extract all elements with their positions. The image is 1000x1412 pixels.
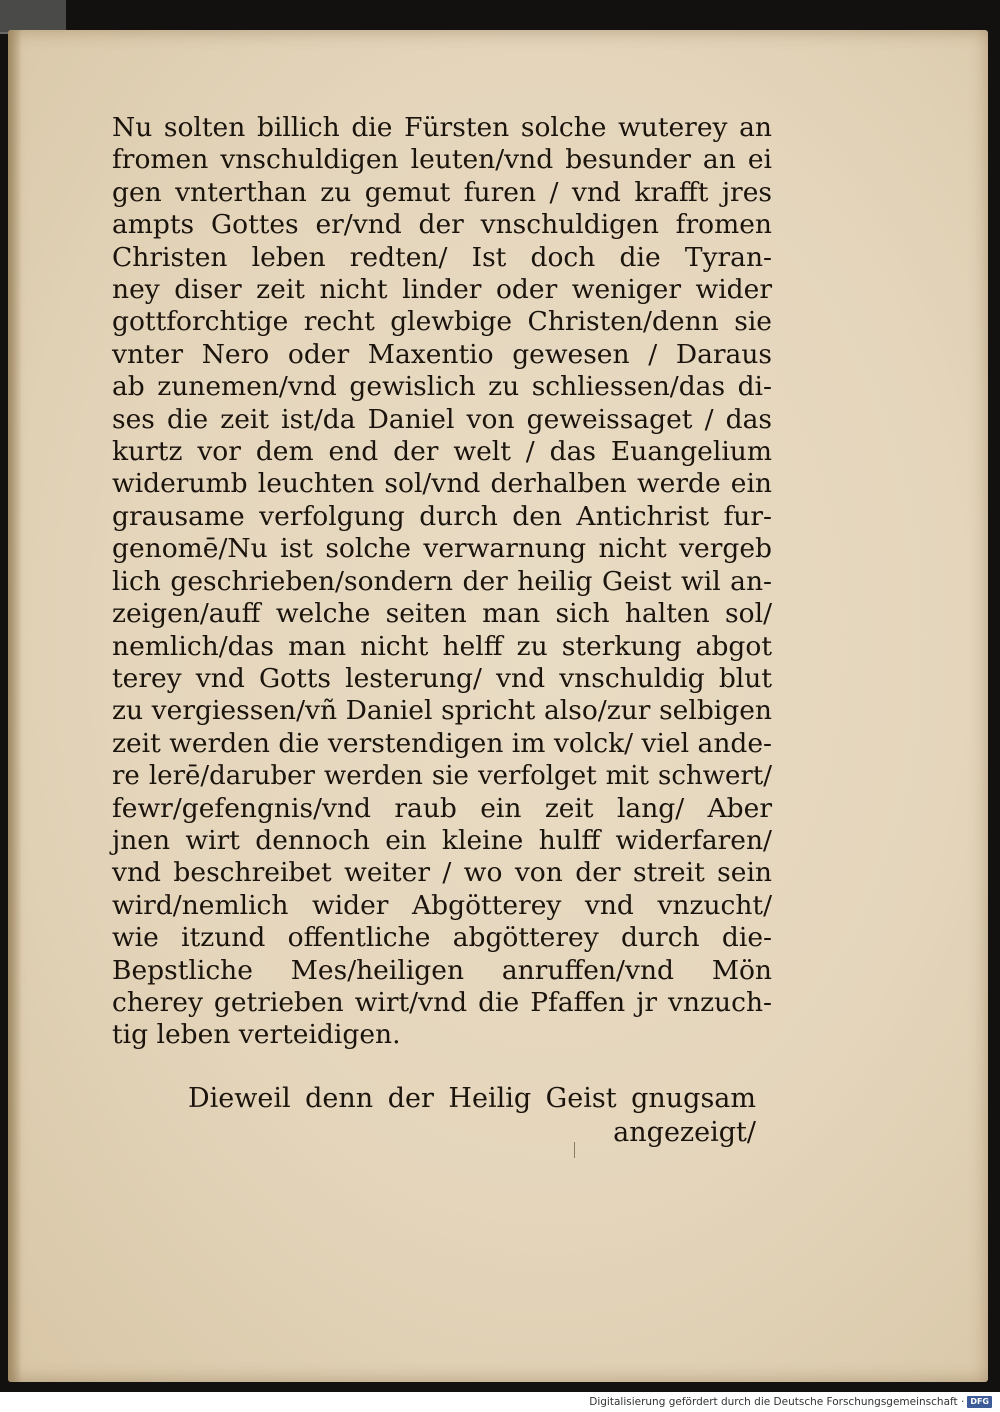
text-line: Nu solten billich die Fürsten solche wuterey an xyxy=(112,112,772,143)
page-mark xyxy=(574,1142,575,1158)
text-line: wie itzund offentliche abgötterey durch die- xyxy=(112,922,772,954)
text-line: gottforchtige recht glewbige Christen/denn sie xyxy=(112,306,772,338)
text-line: vnter Nero oder Maxentio gewesen / Daraus xyxy=(112,338,772,370)
text-line: lich geschrieben/sondern der heilig Geist wil an- xyxy=(112,565,772,597)
text-line: zu vergiessen/vñ Daniel spricht also/zur selbigen xyxy=(112,695,772,727)
digitization-credit xyxy=(589,1394,992,1410)
text-line: genomē/Nu ist solche verwarnung nicht vergeb xyxy=(112,533,772,565)
text-line: ab zunemen/vnd gewislich zu schliessen/das di- xyxy=(112,371,772,403)
text-line: ampts Gottes er/vnd der vnschuldigen fromen xyxy=(112,209,772,241)
closing-line: Dieweil denn der Heilig Geist gnugsam xyxy=(188,1083,756,1114)
text-line: fewr/gefengnis/vnd raub ein zeit lang/ Aber xyxy=(112,792,772,824)
text-line: cherey getrieben wirt/vnd die Pfaffen jr vnzuch- xyxy=(112,986,772,1018)
text-line: wird/nemlich wider Abgötterey vnd vnzucht/ xyxy=(112,889,772,921)
closing-text xyxy=(188,1082,756,1150)
text-line: nemlich/das man nicht helff zu sterkung abgot xyxy=(112,630,772,662)
text-line: terey vnd Gotts lesterung/ vnd vnschuldig blut xyxy=(112,662,772,694)
catchword: angezeigt/ xyxy=(613,1117,756,1148)
text-line: gen vnterthan zu gemut furen / vnd krafft jres xyxy=(112,176,772,208)
text-line: zeit werden die verstendigen im volck/ viel ande- xyxy=(112,727,772,759)
dfg-logo-icon: DFG xyxy=(967,1396,992,1408)
text-line: widerumb leuchten sol/vnd derhalben werde ein xyxy=(112,468,772,500)
text-line: ney diser zeit nicht linder oder weniger wider xyxy=(112,274,772,306)
text-line: Christen leben redten/ Ist doch die Tyran- xyxy=(112,241,772,273)
text-line: vnd beschreibet weiter / wo von der streit sein xyxy=(112,857,772,889)
text-line: grausame verfolgung durch den Antichrist fur- xyxy=(112,500,772,532)
text-line: kurtz vor dem end der welt / das Euangelium xyxy=(112,436,772,468)
text-line: fromen vnschuldigen leuten/vnd besunder an ei xyxy=(112,144,772,176)
text-line: ses die zeit ist/da Daniel von geweissaget / das xyxy=(112,403,772,435)
text-line-final: tig leben verteidigen. xyxy=(112,1019,401,1051)
binding-tab xyxy=(0,0,66,34)
credit-text: Digitalisierung gefördert durch die Deutsche Forschungsgemeinschaft · xyxy=(589,1396,965,1408)
page-spine-shadow xyxy=(8,30,22,1382)
text-line: jnen wirt dennoch ein kleine hulff widerfaren/ xyxy=(112,824,772,856)
text-line: zeigen/auff welche seiten man sich halten sol/ xyxy=(112,598,772,630)
text-line: Bepstliche Mes/heiligen anruffen/vnd Mön xyxy=(112,954,772,986)
text-line: re lerē/daruber werden sie verfolget mit schwert/ xyxy=(112,761,772,792)
body-text xyxy=(112,112,772,1052)
